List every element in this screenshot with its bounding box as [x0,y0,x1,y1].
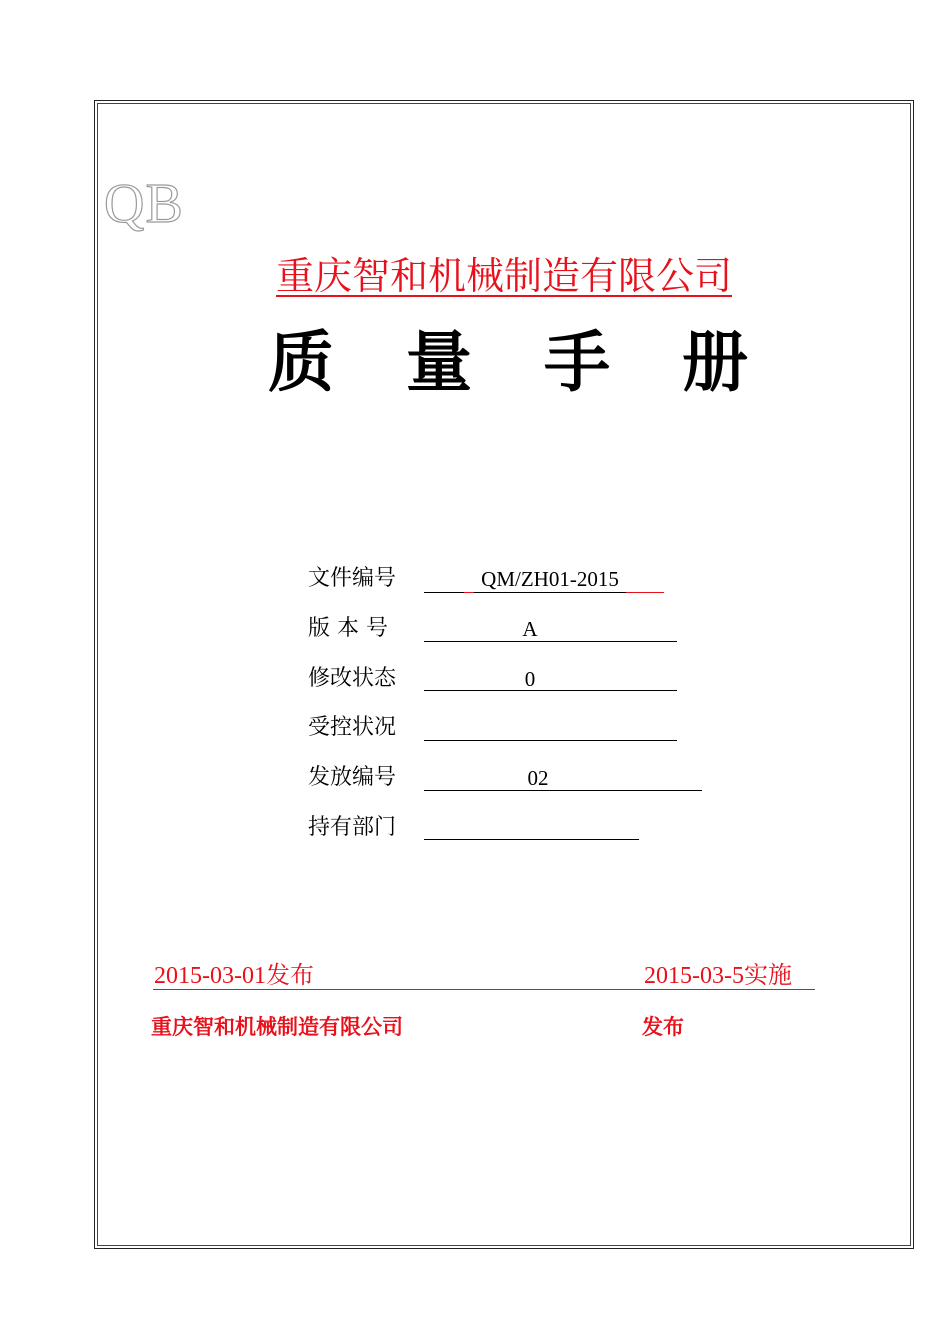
field-value-holding-department [500,813,560,843]
qb-watermark: QB [104,173,184,235]
publisher-company: 重庆智和机械制造有限公司 [151,1015,403,1039]
field-label-version: 版 本 号 [308,616,388,641]
field-value-revision-status: 0 [524,667,536,691]
field-label-document-number: 文件编号 [308,566,397,591]
issue-date: 2015-03-01发布 [154,963,314,989]
title-char: 量 [406,324,472,401]
field-label-control-status: 受控状况 [308,715,397,740]
field-line-document-number [424,592,464,593]
manual-title [268,318,748,408]
field-value-version: A [522,617,538,641]
field-label-revision-status: 修改状态 [308,666,397,691]
title-char: 质 [268,324,334,401]
publish-label: 发布 [642,1015,684,1039]
title-char: 手 [544,324,610,401]
effective-date: 2015-03-5实施 [644,963,792,989]
company-title: 重庆智和机械制造有限公司 [275,254,732,298]
field-label-issue-number: 发放编号 [308,765,397,790]
field-value-document-number: QM/ZH01-2015 [481,567,619,591]
field-label-holding-department: 持有部门 [308,815,397,840]
title-char: 册 [682,324,748,401]
field-value-issue-number: 02 [527,766,549,790]
date-underline [153,989,815,990]
field-value-control-status [500,713,560,743]
